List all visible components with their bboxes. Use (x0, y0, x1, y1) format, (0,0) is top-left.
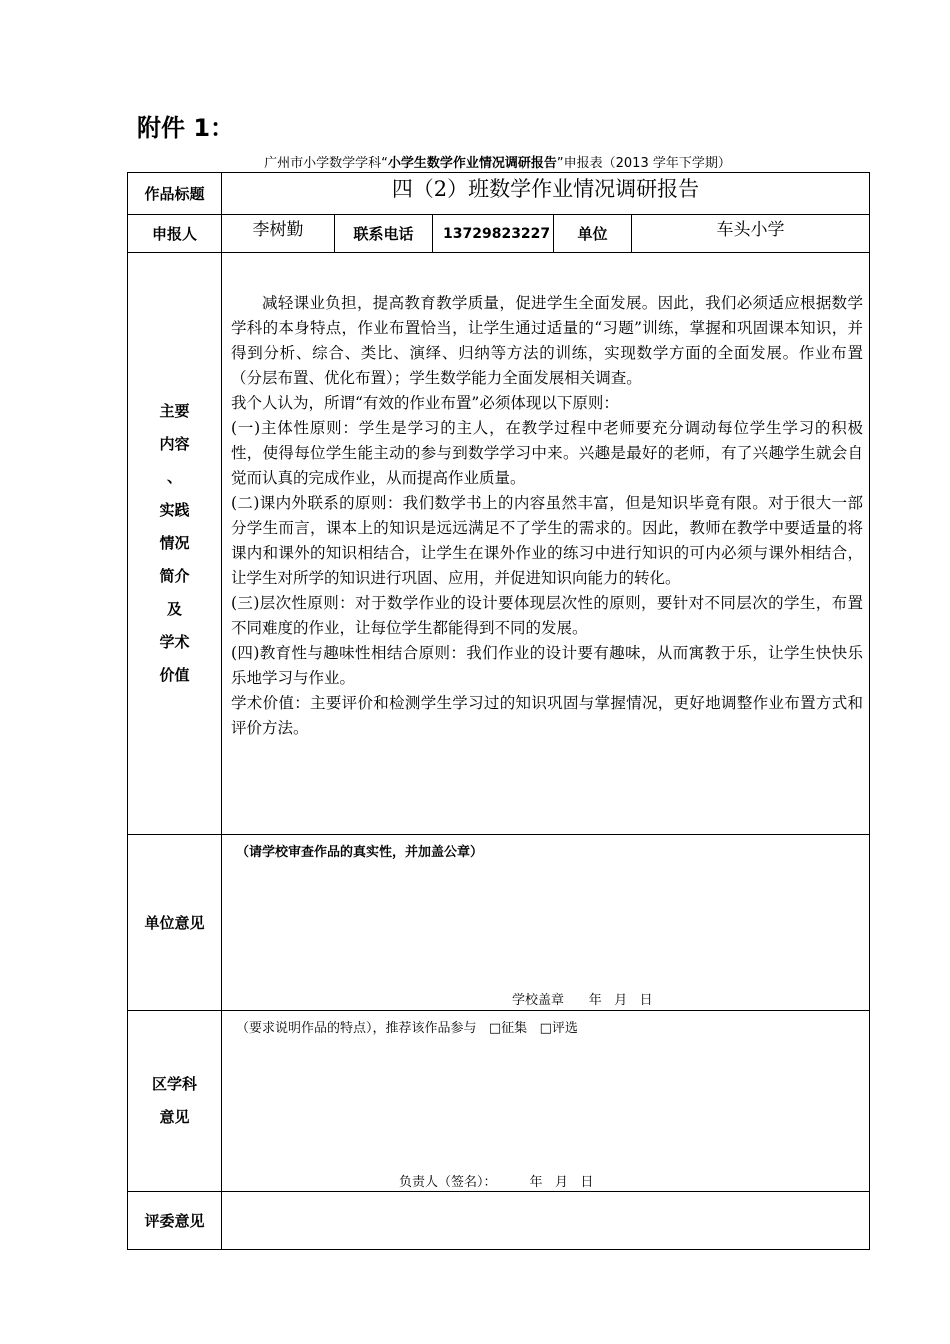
district-opinion-label (128, 1011, 222, 1192)
district-label-line: 区学科 (151, 1075, 197, 1093)
row-jury-opinion (128, 1192, 870, 1250)
content-paragraph: 学术价值：主要评价和检测学生学习过的知识巩固与掌握情况，更好地调整作业布置方式和评价方法。 (231, 694, 864, 737)
content-label-line: 学术 (159, 633, 190, 651)
content-label-line: 主要 (159, 402, 190, 420)
content-paragraph: (一)主体性原则：学生是学习的主人，在教学过程中老师要充分调动每位学生学习的积极性，使得每位学生能主动的参与到数学学习中来。兴趣是最好的老师，有了兴趣学生就会自觉而认真的完成作业，从而提高作业质量。 (231, 419, 864, 487)
row-work-title (128, 173, 870, 215)
work-title-label: 作品标题 (128, 173, 222, 215)
school-opinion-note: （请学校审查作品的真实性，并加盖公章） (236, 845, 484, 860)
application-form-table (127, 172, 870, 1250)
content-label (128, 253, 222, 835)
content-label-line: 内容 (159, 435, 190, 453)
content-label-line: 、 (166, 468, 182, 486)
unit-value: 车头小学 (632, 215, 870, 253)
applicant-label: 申报人 (128, 215, 222, 253)
content-paragraph: (四)教育性与趣味性相结合原则：我们作业的设计要有趣味，从而寓教于乐，让学生快快乐乐地学习与作业。 (231, 644, 864, 687)
district-label-line: 意见 (159, 1108, 190, 1126)
caption-suffix: ”申报表（2013 学年下学期） (556, 156, 731, 171)
applicant-value: 李树勤 (222, 215, 335, 253)
content-paragraph: 减轻课业负担，提高教育教学质量，促进学生全面发展。因此，我们必须适应根据数学学科的本身特点，作业布置恰当，让学生通过适量的“习题”训练，掌握和巩固课本知识，并得到分析、综合、类比、演绎、归纳等方法的训练，实现数学方面的全面发展。作业布置（分层布置、优化布置）；学生数学能力全面发展相关调查。 (231, 294, 864, 387)
attachment-heading: 附件 1： (137, 114, 235, 142)
jury-opinion-label: 评委意见 (128, 1192, 222, 1250)
content-body (222, 253, 870, 835)
phone-label: 联系电话 (335, 215, 433, 253)
content-paragraph: 我个人认为，所谓“有效的作业布置”必须体现以下原则： (231, 394, 619, 412)
row-main-content (128, 253, 870, 835)
content-label-line: 简介 (159, 567, 190, 585)
work-title-value: 四（2）班数学作业情况调研报告 (222, 173, 870, 215)
jury-opinion-cell[interactable] (222, 1192, 870, 1250)
content-paragraph: (二)课内外联系的原则：我们数学书上的内容虽然丰富，但是知识毕竟有限。对于很大一部分学生而言，课本上的知识是远远满足不了学生的需求的。因此，教师在教学中要适量的将课内和课外的知识相结合，让学生在课外作业的练习中进行知识的可内必须与课外相结合，让学生对所学的知识进行巩固、应用，并促进知识向能力的转化。 (231, 494, 864, 587)
district-signature-date: 负责人（签名）： 年 月 日 (399, 1175, 594, 1190)
unit-label: 单位 (554, 215, 632, 253)
caption-prefix: 广州市小学数学学科“ (264, 156, 388, 171)
content-paragraph: (三)层次性原则：对于数学作业的设计要体现层次性的原则，要针对不同层次的学生，布置不同难度的作业，让每位学生都能得到不同的发展。 (231, 594, 864, 637)
district-opinion-cell (222, 1011, 870, 1192)
caption-bold-title: 小学生数学作业情况调研报告 (387, 156, 557, 171)
school-opinion-label: 单位意见 (128, 835, 222, 1011)
row-applicant (128, 215, 870, 253)
content-label-line: 价值 (159, 666, 190, 684)
row-district-opinion (128, 1011, 870, 1192)
content-label-line: 情况 (159, 534, 190, 552)
row-school-opinion (128, 835, 870, 1011)
phone-value: 13729823227 (433, 215, 554, 253)
school-opinion-cell (222, 835, 870, 1011)
district-opinion-note: （要求说明作品的特点），推荐该作品参与 □征集 □评选 (236, 1021, 578, 1036)
school-seal-date: 学校盖章 年 月 日 (512, 993, 653, 1008)
content-label-line: 及 (166, 600, 182, 618)
form-caption (127, 152, 868, 171)
content-label-line: 实践 (159, 501, 190, 519)
